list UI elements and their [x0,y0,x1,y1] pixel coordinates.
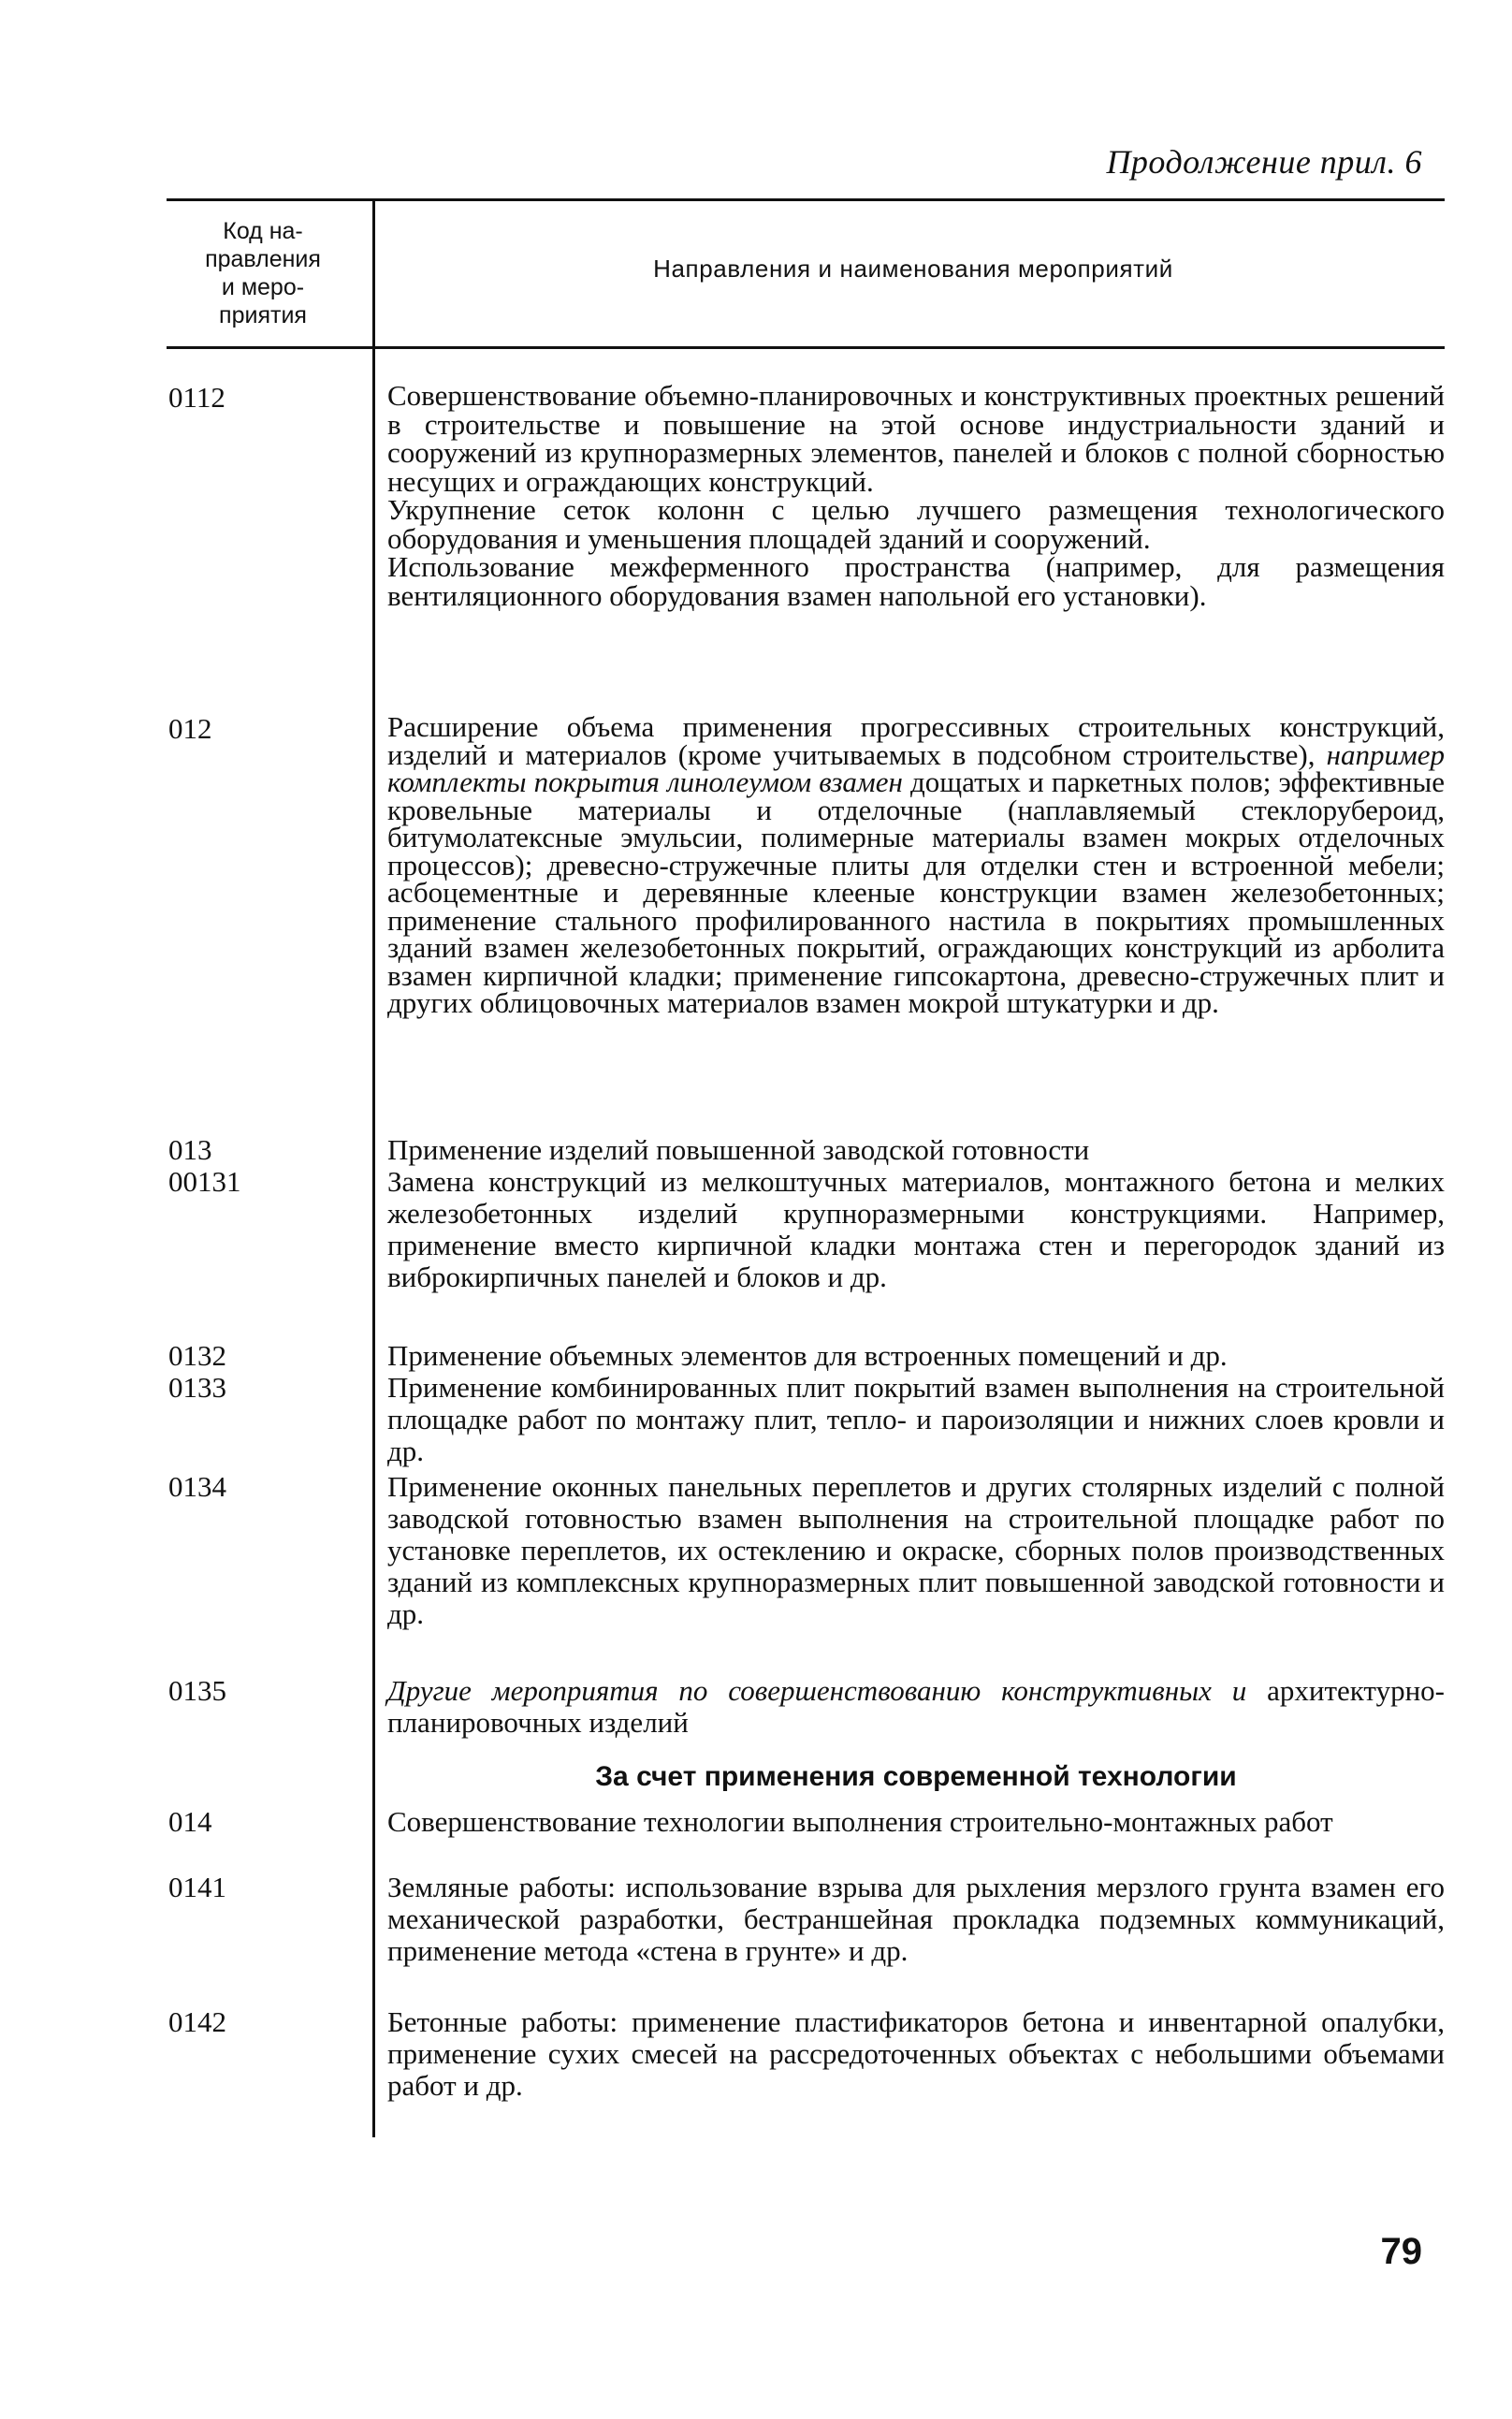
row-desc-00131: Замена конструкций из мелкоштучных материалов, монтажного бетона и мелких железобетонных изделий крупноразмерными конструкциями. Например, применение вместо кирпичной кладки монтажа стен и перегородок зданий из виброкирпичных панелей и блоков и др. [387,1165,1445,1293]
row-desc-0134: Применение оконных панельных переплетов и других столярных изделий с полной заводской готовностью взамен выполнения на строительной площадке работ по установке переплетов, их остеклению и окраске, сборных полов производственных зданий из комплексных крупноразмерных плит повышенной заводской готовности и др. [387,1470,1445,1630]
header-code-text: Код на- правления и меро- приятия [205,218,321,328]
row-desc-012 [387,710,1445,1019]
row-desc-014: Совершенствование технологии выполнения строительно-монтажных работ [387,1805,1333,1838]
continuation-label: Продолжение прил. 6 [1106,143,1422,181]
row-desc-0112 [387,379,1445,612]
row-desc-italic: например комплекты покрытия линолеумом взамен [387,737,1445,798]
row-code-0133: 0133 [168,1371,226,1404]
header-bottom-rule [167,346,1445,349]
row-code-0141: 0141 [168,1871,226,1903]
row-desc-0133: Применение комбинированных плит покрытий взамен выполнения на строительной площадке работ по монтажу плит, тепло- и пароизоляции и нижних слоев кровли и др. [387,1371,1445,1467]
row-desc-italic: Другие мероприятия по совершенствованию конструктивных и [387,1674,1247,1707]
row-code-0112: 0112 [168,381,225,414]
table-top-rule [167,198,1445,201]
row-code-013: 013 [168,1133,212,1166]
row-desc-text: архитектурно-планировочных изделий [387,1674,1445,1739]
row-desc-0132: Применение объемных элементов для встроенных помещений и др. [387,1339,1228,1372]
row-desc-013: Применение изделий повышенной заводской готовности [387,1133,1090,1166]
row-code-012: 012 [168,712,212,745]
row-desc-paragraph: Использование межферменного пространства (например, для размещения вентиляционного оборудования взамен напольной его установки). [387,550,1445,612]
row-code-0134: 0134 [168,1470,226,1503]
header-title-label: Направления и наименования мероприятий [653,255,1173,283]
row-desc-text: Расширение объема применения прогрессивных строительных конструкций, изделий и материалов (кроме учитываемых в подсобном строительстве), [387,710,1445,771]
row-desc-paragraph: Укрупнение сеток колонн с целью лучшего размещения технологического оборудования и уменьшения площадей зданий и сооружений. [387,493,1445,555]
section-title: За счет применения современной технологии [595,1761,1237,1792]
row-code-014: 014 [168,1805,212,1838]
row-code-0135: 0135 [168,1674,226,1707]
row-code-0132: 0132 [168,1339,226,1372]
row-code-00131: 00131 [168,1165,241,1198]
header-code-label [167,217,359,329]
page-number: 79 [1380,2231,1422,2272]
row-desc-paragraph: Совершенствование объемно-планировочных и конструктивных проектных решений в строительстве и повышение на этой основе индустриальности зданий и сооружений из крупноразмерных элементов, панелей и блоков с полной сборностью несущих и ограждающих конструкций. [387,379,1445,498]
column-divider [372,198,375,2137]
row-desc-0141: Земляные работы: использование взрыва для рыхления мерзлого грунта взамен его механической разработки, бестраншейная прокладка подземных коммуникаций, применение метода «стена в грунте» и др. [387,1871,1445,1967]
row-desc-0142: Бетонные работы: применение пластификаторов бетона и инвентарной опалубки, применение сухих смесей на рассредоточенных объектах с небольшими объемами работ и др. [387,2005,1445,2102]
row-code-0142: 0142 [168,2005,226,2038]
row-desc-text: дощатых и паркетных полов; эффективные кровельные материалы и отделочные (наплавляемый стеклорубероид, битумолатексные эмульсии, полимерные материалы взамен мокрых отделочных процессов); древесно-стружечные плиты для отделки стен и встроенной мебели; асбоцементные и деревянные клееные конструкции взамен железобетонных; применение стального профилированного настила в покрытиях промышленных зданий взамен железобетонных покрытий, ограждающих конструкций из арболита взамен кирпичной кладки; применение гипсокартона, древесно-стружечных плит и других облицовочных материалов взамен мокрой штукатурки и др. [387,765,1445,1019]
row-desc-0135 [387,1675,1445,1739]
